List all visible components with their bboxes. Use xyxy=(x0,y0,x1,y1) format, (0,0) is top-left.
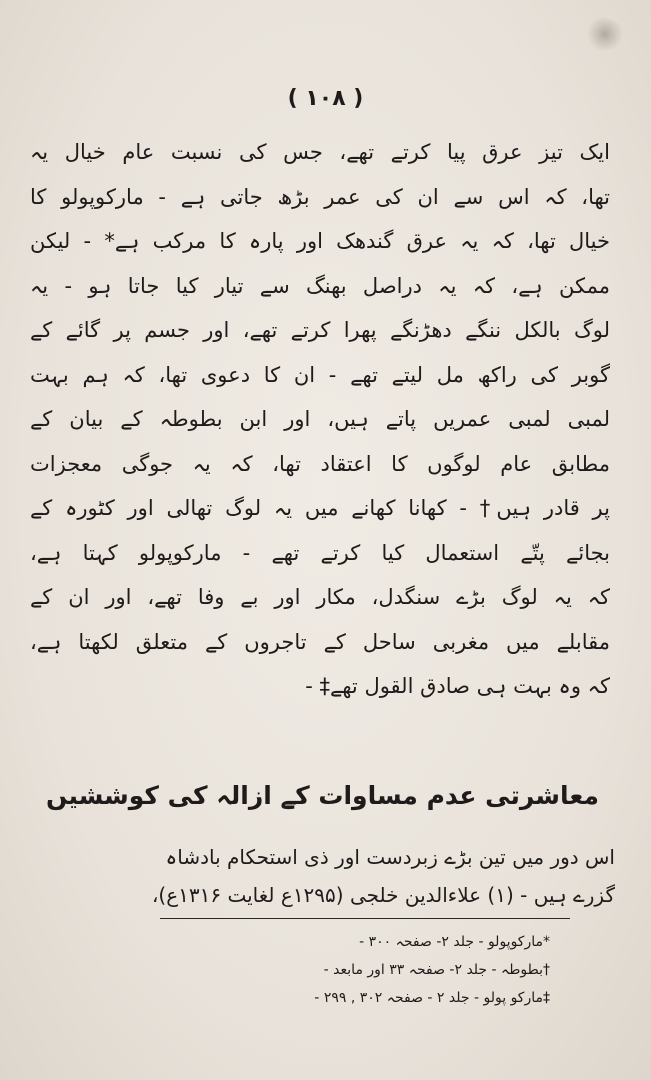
footnote-divider xyxy=(160,918,570,919)
text-line: ممکن ہے، کہ یہ دراصل بھنگ سے تیار کیا جاتا ہو - یہ xyxy=(30,273,610,298)
text-line: گزرے ہیں - (۱) علاءالدین خلجی (۱۲۹۵ع لغایت ۱۳۱۶ع)، xyxy=(151,883,615,907)
main-paragraph xyxy=(30,130,610,709)
text-line: خیال تھا، کہ یہ عرق گندھک اور پارہ کا مرکب ہے* - لیکن xyxy=(30,229,610,253)
text-line: مقابلے میں مغربی ساحل کے تاجروں کے متعلق لکھتا ہے، xyxy=(30,629,610,654)
text-line: پر قادر ہیں† - کھانا کھانے میں یہ لوگ تھالی اور کٹورہ کے xyxy=(30,496,610,520)
text-line: تھا، کہ اس سے ان کی عمر بڑھ جاتی ہے - مارکوپولو کا xyxy=(30,184,610,209)
paper-stain xyxy=(585,18,625,50)
text-line: اس دور میں تین بڑے زبردست اور ذی استحکام بادشاہ xyxy=(165,845,615,869)
text-line: ایک تیز عرق پیا کرتے تھے، جس کی نسبت عام خیال یہ xyxy=(30,140,610,164)
footnote: *مارکوپولو - جلد ۲- صفحہ ۳۰۰ - xyxy=(359,934,550,950)
text-line: گوبر کی راکھ مل لیتے تھے - ان کا دعوی تھا، کہ ہم بہت xyxy=(30,362,610,387)
text-line: کہ یہ لوگ بڑے سنگدل، مکار اور بے وفا تھے، اور ان کے xyxy=(30,585,610,609)
footnotes xyxy=(150,928,570,1012)
text-line: لوگ بالکل ننگے دھڑنگے پھرا کرتے تھے، اور جسم پر گائے کے xyxy=(30,318,610,342)
text-line: لمبی لمبی عمریں پاتے ہیں، اور ابن بطوطہ کے بیان کے xyxy=(30,407,610,431)
text-line: بجائے پتّے استعمال کیا کرتے تھے - مارکوپولو کہتا ہے، xyxy=(30,540,610,565)
footnote: ‡مارکو پولو - جلد ۲ - صفحہ ۳۰۲ , ۲۹۹ - xyxy=(314,990,550,1006)
page-number: ( ۱۰۸ ) xyxy=(287,86,364,111)
text-line: مطابق عام لوگوں کا اعتقاد تھا، کہ یہ جوگی معجزات xyxy=(30,451,610,476)
footnote: †بطوطہ - جلد ۲- صفحہ ۳۳ اور مابعد - xyxy=(323,962,550,978)
second-paragraph xyxy=(30,838,615,914)
section-heading: معاشرتی عدم مساوات کے ازالہ کی کوششیں xyxy=(46,781,599,810)
text-line: کہ وہ بہت ہی صادق القول تھے‡ - xyxy=(305,674,610,698)
